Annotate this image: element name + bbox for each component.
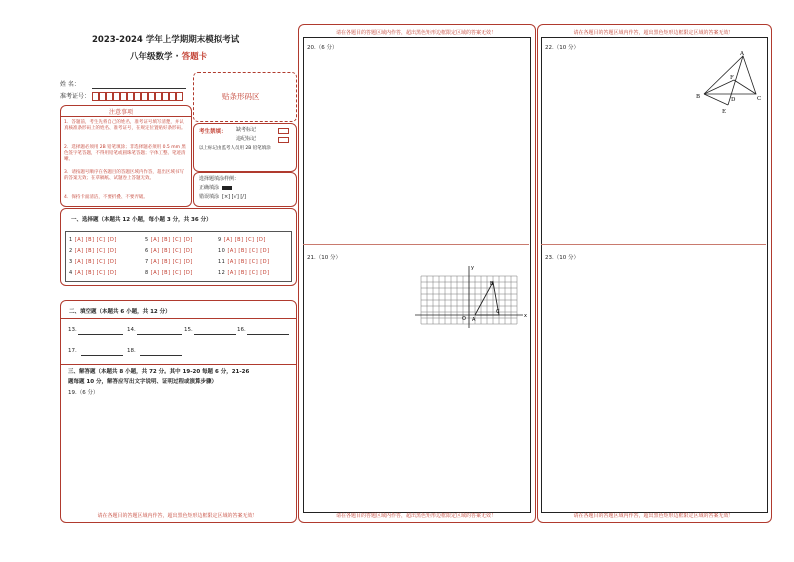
middle-divider — [303, 244, 529, 245]
origin-label: O — [462, 316, 466, 322]
q20-label: 20.（6 分） — [307, 45, 338, 51]
q23-label: 23.（10 分） — [545, 255, 579, 261]
name-label: 姓 名： — [60, 81, 80, 88]
notice-item-2: 2．选择题必须用 2B 铅笔填涂；非选择题必须用 0.5 mm 黑色签字笔答题，不得用铅笔或圆珠笔答题；字体工整、笔迹清晰。 — [64, 145, 186, 162]
choice-row-11[interactable]: 11 [A] [B] [C] [D] — [218, 259, 270, 265]
barcode-label: 贴条形码区 — [222, 92, 260, 101]
point-B-label: B — [696, 94, 701, 100]
status-title: 考生禁填： — [199, 129, 227, 135]
q21-answer-area[interactable] — [304, 335, 528, 509]
absent-checkbox[interactable] — [278, 128, 289, 134]
name-field[interactable] — [92, 88, 186, 89]
warning-middle-bottom: 请在各题目的答题区域内作答，超出黑色矩形边框限定区域的答案无效！ — [335, 513, 496, 519]
blank-14-label: 14. — [127, 327, 136, 333]
axis-y-label: y — [471, 265, 474, 271]
exam-number-label: 准考证号： — [60, 93, 91, 100]
blank-15-field[interactable] — [194, 334, 236, 335]
section3-title-line1: 三、解答题（本题共 8 小题，共 72 分。其中 19-20 每题 6 分，21-26 — [68, 369, 250, 375]
notice-title: 注意事项 — [109, 109, 134, 116]
blank-16-field[interactable] — [247, 334, 289, 335]
q20-answer-area[interactable] — [304, 52, 528, 242]
q21-grid-figure — [412, 262, 532, 332]
violation-label: 违纪标记 — [236, 136, 257, 142]
choice-row-12[interactable]: 12 [A] [B] [C] [D] — [218, 270, 270, 276]
choice-row-7[interactable]: 7 [A] [B] [C] [D] — [145, 259, 193, 265]
fill-example-title: 选择题填涂样例： — [199, 176, 240, 182]
point-E-label: E — [722, 109, 727, 115]
notice-item-4: 4．保持卡面清洁，不要折叠、不要弄破。 — [64, 195, 148, 200]
warning-right-bottom: 请在各题目的答题区域内作答，超出黑色矩形边框限定区域的答案无效！ — [573, 513, 734, 519]
warning-middle-top: 请在各题目的答题区域内作答，超出黑色矩形边框限定区域的答案无效！ — [335, 30, 496, 36]
blank-18-label: 18. — [127, 348, 136, 354]
subject-suffix: 答题卡 — [181, 52, 208, 62]
blank-13-label: 13. — [68, 327, 77, 333]
choice-grid — [65, 231, 292, 282]
blank-14-field[interactable] — [137, 334, 182, 335]
right-divider — [541, 244, 766, 245]
choice-row-9[interactable]: 9 [A] [B] [C] [D] — [218, 237, 266, 243]
absent-label: 缺考标记 — [236, 127, 257, 133]
blank-15-label: 15. — [184, 327, 193, 333]
notice-item-1: 1．答题前，考生先将自己的姓名，准考证号填写清楚，并认真核准条形码上的姓名、准考证号，在规定位置贴好条形码。 — [64, 120, 186, 131]
point-A-label: A — [472, 317, 476, 323]
choice-row-1[interactable]: 1 [A] [B] [C] [D] — [69, 237, 117, 243]
point-A-label: A — [740, 51, 744, 57]
subject-prefix: 八年级数学 · — [130, 52, 182, 62]
status-note: 以上标记由监考人员用 2B 铅笔填涂 — [199, 146, 271, 151]
section1-title: 一、选择题（本题共 12 小题，每小题 3 分，共 36 分） — [71, 217, 212, 223]
choice-row-10[interactable]: 10 [A] [B] [C] [D] — [218, 248, 270, 254]
blank-17-label: 17. — [68, 348, 77, 354]
choice-row-6[interactable]: 6 [A] [B] [C] [D] — [145, 248, 193, 254]
section3-title-line2: 题每题 10 分，解答应写出文字说明、证明过程或演算步骤） — [68, 379, 217, 385]
choice-row-8[interactable]: 8 [A] [B] [C] [D] — [145, 270, 193, 276]
violation-checkbox[interactable] — [278, 137, 289, 143]
blank-18-field[interactable] — [140, 355, 182, 356]
choice-row-3[interactable]: 3 [A] [B] [C] [D] — [69, 259, 117, 265]
fill-example-box — [193, 172, 297, 207]
point-C-label: C — [496, 309, 500, 315]
point-B-label: B — [490, 281, 494, 287]
point-C-label: C — [757, 96, 762, 102]
fill-correct-mark — [222, 186, 232, 190]
fill-wrong-marks: [×] [√] [/] — [222, 194, 246, 200]
q19-answer-area[interactable] — [65, 397, 291, 517]
axis-x-label: x — [524, 313, 527, 319]
blank-17-field[interactable] — [81, 355, 123, 356]
warning-right-top: 请在各题目的答题区域内作答，超出黑色矩形边框限定区域的答案无效！ — [573, 30, 734, 36]
choice-row-5[interactable]: 5 [A] [B] [C] [D] — [145, 237, 193, 243]
notice-item-3: 3．请按题号顺序在各题目的答题区域内作答，超出区域书写的答案无效；在草稿纸、试题卷上答题无效。 — [64, 170, 184, 181]
barcode-area — [193, 72, 297, 122]
subject-title — [130, 50, 207, 62]
choice-row-4[interactable]: 4 [A] [B] [C] [D] — [69, 270, 117, 276]
q22-triangle-figure — [690, 48, 766, 118]
warning-left: 请在各题目的答题区域内作答，超出黑色矩形边框限定区域的答案无效！ — [97, 513, 258, 519]
section2-title: 二、填空题（本题共 6 小题，共 12 分） — [69, 309, 171, 315]
exam-title: 2023-2024 学年上学期期末模拟考试 — [92, 35, 240, 45]
q23-answer-area[interactable] — [542, 262, 765, 509]
notice-box — [60, 105, 192, 207]
section1-box — [60, 208, 297, 286]
blank-13-field[interactable] — [78, 334, 123, 335]
fill-correct-label: 正确填涂 — [199, 185, 220, 191]
point-D-label: D — [731, 97, 736, 103]
point-F-label: F — [730, 75, 734, 81]
q21-label: 21.（10 分） — [307, 255, 341, 261]
status-box — [193, 123, 297, 172]
choice-row-2[interactable]: 2 [A] [B] [C] [D] — [69, 248, 117, 254]
blank-16-label: 16. — [237, 327, 246, 333]
q22-label: 22.（10 分） — [545, 45, 579, 51]
section23-box — [60, 300, 297, 523]
q19-label: 19.（6 分） — [68, 390, 99, 396]
q22-answer-area[interactable] — [542, 120, 765, 242]
fill-wrong-label: 错误填涂 — [199, 194, 220, 200]
